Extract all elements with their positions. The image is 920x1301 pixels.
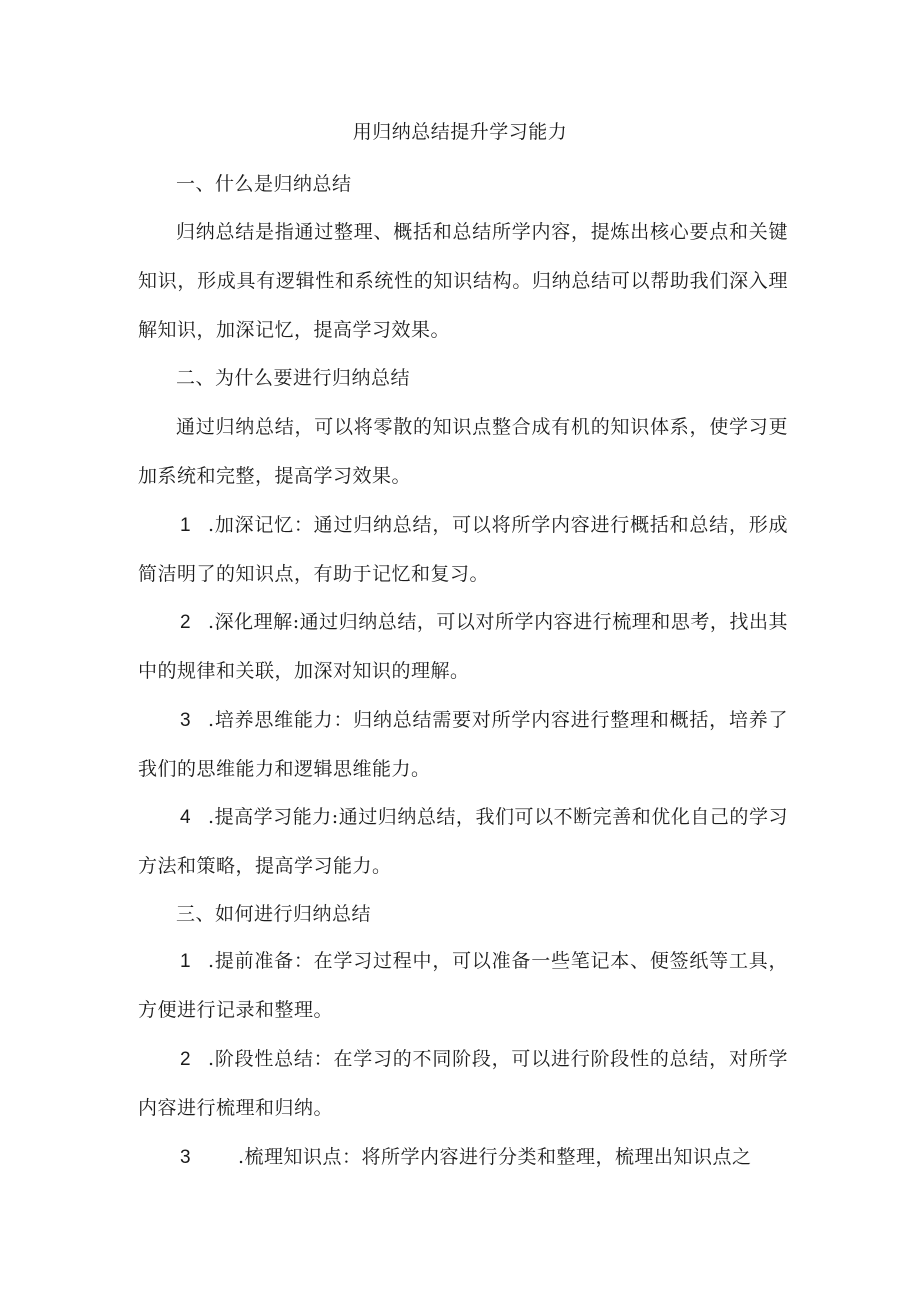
section-heading-1: 一、什么是归纳总结 [176,173,352,195]
list-item-text: .加深记忆：通过归纳总结，可以将所学内容进行概括和总结，形成简洁明了的知识点，有助于记忆和复习。 [138,514,788,585]
list-item-number: 4 [180,807,192,828]
list-item [138,1133,788,1182]
list-item-number: 2 [180,612,192,633]
list-item-number: 2 [180,1049,192,1070]
list-item [138,793,788,891]
list-item [138,937,788,1035]
document-title: 用归纳总结提升学习能力 [352,121,568,143]
list-item-text: .梳理知识点：将所学内容进行分类和整理，梳理出知识点之 [238,1146,752,1168]
list-item [138,1035,788,1133]
list-item [138,696,788,794]
list-item-text: .培养思维能力：归纳总结需要对所学内容进行整理和概括，培养了我们的思维能力和逻辑思维能力。 [138,709,788,780]
list-item-text: .深化理解:通过归纳总结，可以对所学内容进行梳理和思考，找出其中的规律和关联，加深对知识的理解。 [138,611,788,682]
list-item-number: 3 [180,710,192,731]
list-item [138,598,788,696]
section-heading-2: 二、为什么要进行归纳总结 [176,367,411,389]
list-item-number: 3 [180,1147,192,1168]
list-item-text: .提高学习能力:通过归纳总结，我们可以不断完善和优化自己的学习方法和策略，提高学习能力。 [138,806,788,877]
section-1-paragraph: 归纳总结是指通过整理、概括和总结所学内容，提炼出核心要点和关键知识，形成具有逻辑性和系统性的知识结构。归纳总结可以帮助我们深入理解知识，加深记忆，提高学习效果。 [138,221,788,341]
section-heading-3: 三、如何进行归纳总结 [176,903,372,925]
list-item-number: 1 [180,951,192,972]
list-item-number: 1 [180,515,192,536]
list-item-text: .提前准备：在学习过程中，可以准备一些笔记本、便签纸等工具，方便进行记录和整理。 [138,950,788,1021]
section-2-paragraph: 通过归纳总结，可以将零散的知识点整合成有机的知识体系，使学习更加系统和完整，提高学习效果。 [138,416,788,487]
list-item-text: .阶段性总结：在学习的不同阶段，可以进行阶段性的总结，对所学内容进行梳理和归纳。 [138,1048,788,1119]
list-item [138,501,788,599]
